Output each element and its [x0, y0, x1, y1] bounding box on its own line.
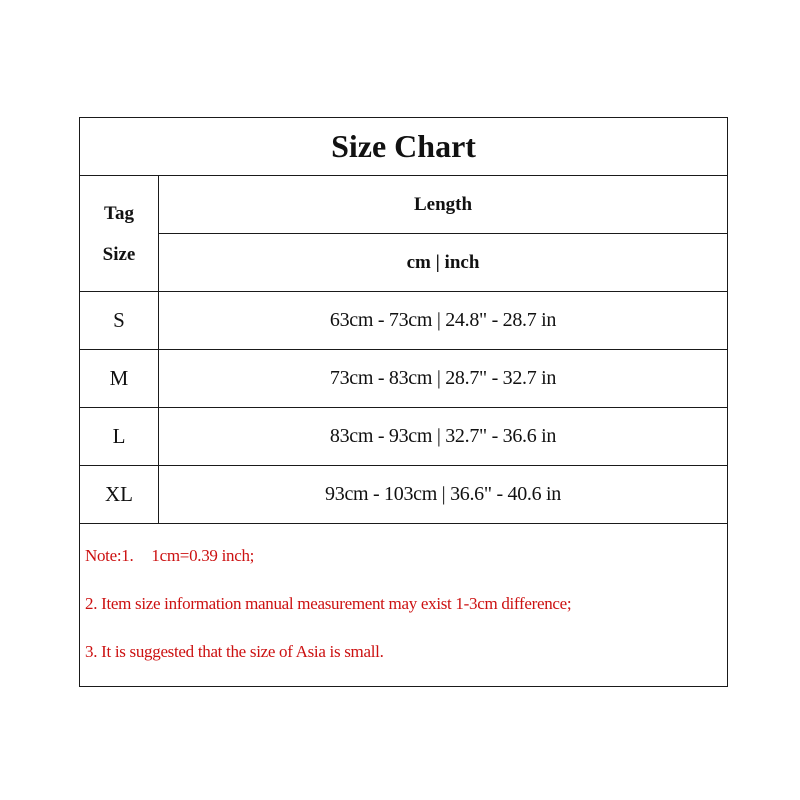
note-1 [85, 546, 727, 570]
title-row [80, 118, 728, 176]
note-1-text: 1cm=0.39 inch; [151, 546, 255, 565]
note-2: 2. Item size information manual measurement may exist 1-3cm difference; [85, 594, 572, 613]
note-3: 3. It is suggested that the size of Asia is small. [85, 642, 384, 661]
table-title: Size Chart [80, 118, 728, 176]
size-cell: M [80, 350, 159, 408]
note-1-prefix: Note:1. [85, 546, 134, 565]
length-value-cell: 63cm - 73cm | 24.8" - 28.7 in [159, 292, 728, 350]
tag-size-header [80, 176, 159, 292]
tag-size-header-line1: Tag [104, 202, 134, 224]
length-value-cell: 73cm - 83cm | 28.7" - 32.7 in [159, 350, 728, 408]
table-row [80, 408, 728, 466]
notes-row [80, 524, 728, 687]
table-row [80, 292, 728, 350]
size-chart-table [79, 117, 728, 687]
table-row [80, 350, 728, 408]
length-value-cell: 83cm - 93cm | 32.7" - 36.6 in [159, 408, 728, 466]
tag-size-header-line2: Size [102, 243, 136, 265]
unit-header: cm | inch [159, 234, 728, 292]
size-cell: S [80, 292, 159, 350]
length-header: Length [159, 176, 728, 234]
size-chart-container [79, 117, 727, 687]
length-value-cell: 93cm - 103cm | 36.6" - 40.6 in [159, 466, 728, 524]
header-row-units [80, 234, 728, 292]
size-cell: XL [80, 466, 159, 524]
size-cell: L [80, 408, 159, 466]
table-row [80, 466, 728, 524]
notes-cell [80, 524, 728, 687]
header-row-length [80, 176, 728, 234]
